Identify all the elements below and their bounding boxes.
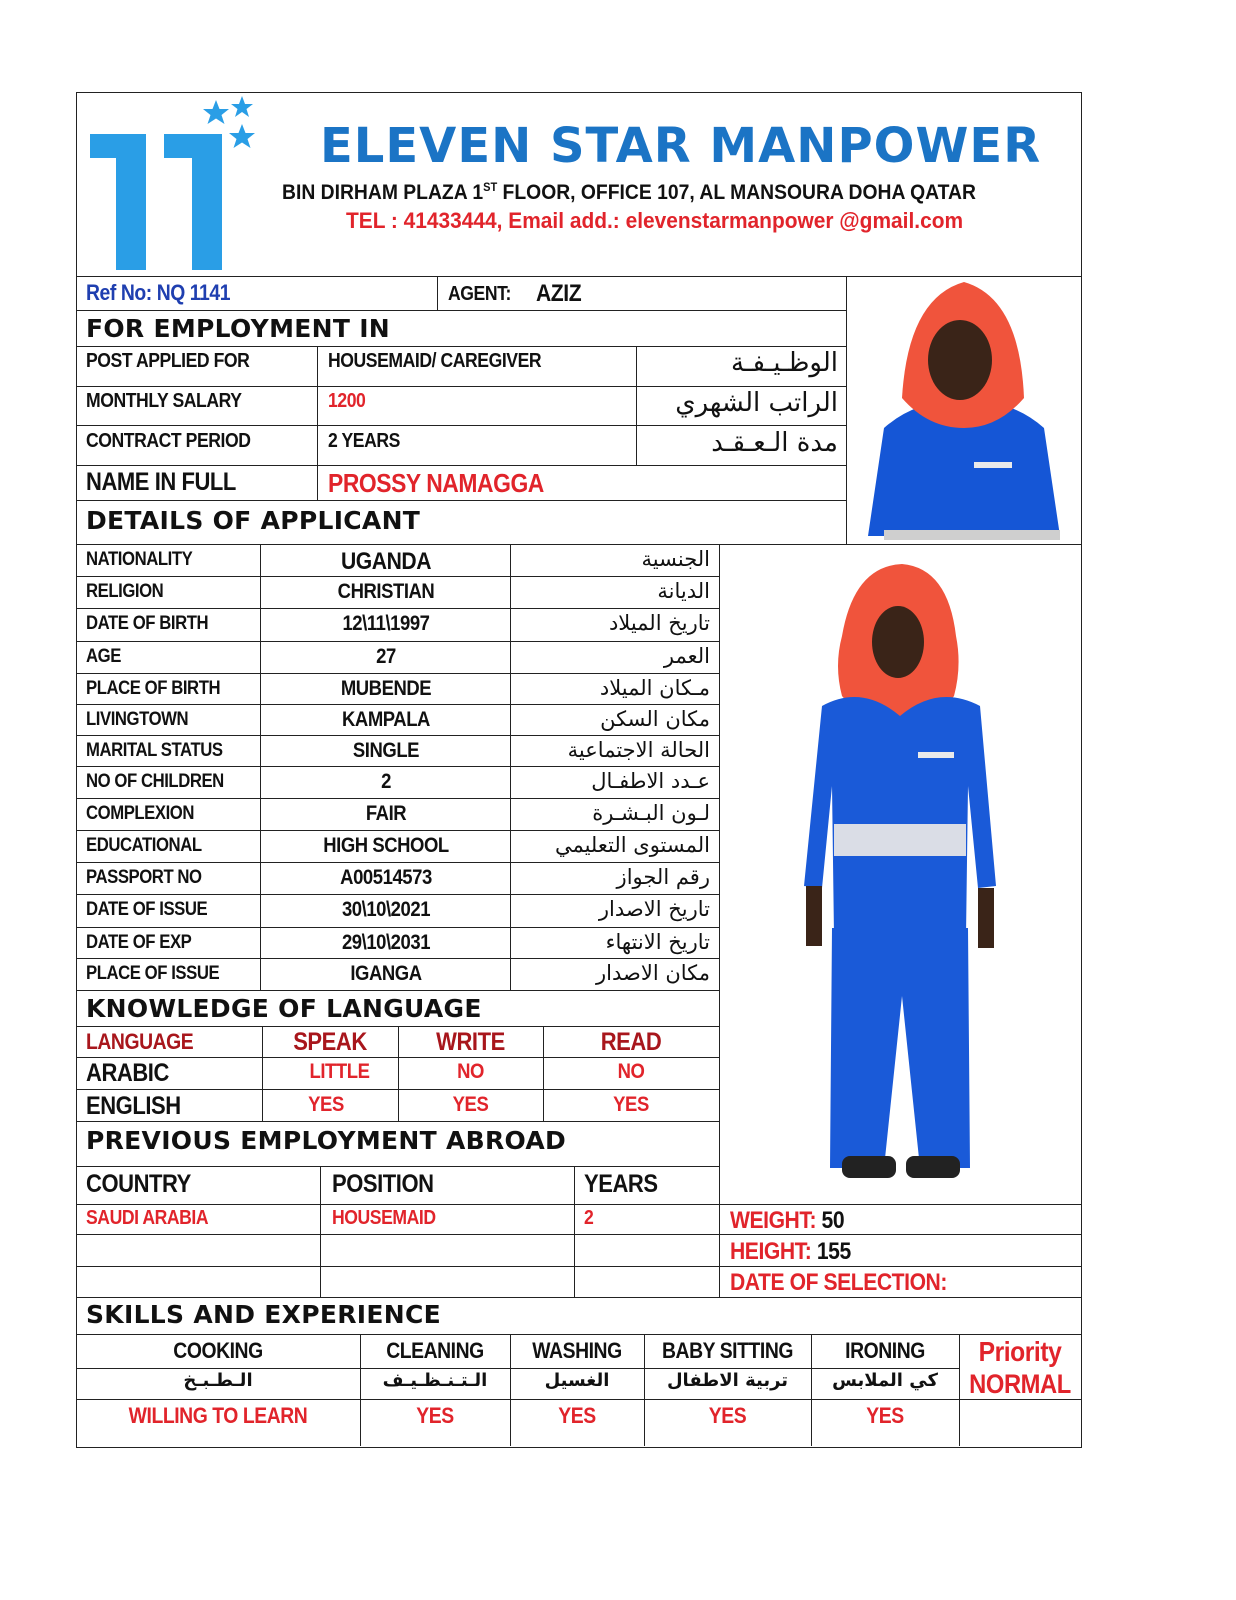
skill-arabic: كي الملابس	[832, 1370, 938, 1391]
prev-years-value: 2	[584, 1207, 594, 1229]
skill-value: WILLING TO LEARN	[128, 1403, 308, 1428]
prev-header-years: YEARS	[584, 1170, 658, 1198]
contract-label: CONTRACT PERIOD	[86, 430, 251, 452]
prev-position-value: HOUSEMAID	[332, 1207, 436, 1229]
company-logo	[86, 96, 261, 274]
skill-arabic: الـطـبـخ	[183, 1370, 253, 1391]
applicant-full-body-photo	[782, 556, 1018, 1206]
detail-value: HIGH SCHOOL	[323, 834, 449, 857]
lang-header-speak: SPEAK	[293, 1028, 367, 1056]
skill-value: YES	[416, 1403, 454, 1428]
applicant-portrait-photo	[848, 278, 1080, 544]
post-applied-value: HOUSEMAID/ CAREGIVER	[328, 350, 542, 372]
detail-label: DATE OF ISSUE	[86, 899, 208, 920]
lang-english-speak: YES	[308, 1093, 344, 1116]
detail-value: A00514573	[340, 866, 432, 889]
detail-label: NO OF CHILDREN	[86, 771, 224, 792]
detail-label: PLACE OF ISSUE	[86, 963, 220, 984]
salary-arabic: الراتب الشهري	[675, 388, 838, 418]
detail-arabic: الحالة الاجتماعية	[567, 738, 710, 762]
lang-english-write: YES	[452, 1093, 489, 1116]
detail-label: PLACE OF BIRTH	[86, 678, 221, 699]
skill-value: YES	[866, 1403, 904, 1428]
detail-value: CHRISTIAN	[337, 580, 435, 603]
contract-arabic: مدة الـعـقـد	[711, 428, 838, 458]
skill-arabic: الـتـنـظـيـف	[382, 1370, 488, 1391]
detail-label: PASSPORT NO	[86, 867, 202, 888]
weight-value: 50	[821, 1207, 845, 1234]
detail-label: EDUCATIONAL	[86, 835, 202, 856]
detail-arabic: مكان السكن	[600, 707, 710, 731]
detail-value: SINGLE	[352, 739, 420, 762]
skill-name: CLEANING	[386, 1338, 484, 1363]
address-part: BIN DIRHAM PLAZA 1	[282, 181, 484, 204]
section-title-skills: SKILLS AND EXPERIENCE	[86, 1300, 442, 1329]
address-part: FLOOR, OFFICE 107, AL MANSOURA DOHA QATAR	[497, 181, 976, 204]
detail-value: 29\10\2031	[341, 931, 431, 954]
detail-value: FAIR	[365, 802, 407, 825]
detail-arabic: الديانة	[657, 579, 710, 603]
detail-arabic: رقم الجواز	[616, 865, 710, 889]
skill-name: WASHING	[532, 1338, 622, 1363]
skill-value: YES	[708, 1403, 747, 1428]
lang-english-name: ENGLISH	[86, 1092, 181, 1120]
address-superscript: ST	[483, 180, 498, 194]
detail-label: NATIONALITY	[86, 549, 193, 570]
prev-country-value: SAUDI ARABIA	[86, 1207, 209, 1229]
detail-arabic: تاريخ الانتهاء	[605, 930, 710, 954]
section-title-details: DETAILS OF APPLICANT	[86, 506, 421, 535]
lang-arabic-name: ARABIC	[86, 1059, 169, 1087]
company-address	[282, 180, 976, 205]
detail-arabic: تاريخ الاصدار	[598, 897, 710, 921]
post-applied-arabic: الوظـيـفـة	[730, 348, 838, 378]
lang-arabic-speak: LITTLE	[309, 1060, 370, 1083]
ref-value: NQ 1141	[156, 280, 231, 305]
section-title-previous: PREVIOUS EMPLOYMENT ABROAD	[86, 1126, 567, 1155]
detail-arabic: المستوى التعليمي	[554, 833, 710, 857]
height-field	[730, 1238, 851, 1266]
detail-label: COMPLEXION	[86, 803, 195, 824]
skill-value: YES	[558, 1403, 596, 1428]
contract-value: 2 YEARS	[328, 430, 400, 452]
detail-label: DATE OF EXP	[86, 932, 192, 953]
detail-label: AGE	[86, 646, 121, 667]
post-applied-label: POST APPLIED FOR	[86, 350, 250, 372]
detail-value: 2	[381, 770, 391, 793]
logo-eleven-icon	[86, 96, 261, 274]
height-value: 155	[816, 1238, 851, 1265]
detail-arabic: تاريخ الميلاد	[608, 611, 710, 635]
lang-arabic-write: NO	[457, 1060, 484, 1083]
detail-arabic: مكان الاصدار	[596, 961, 710, 985]
skill-arabic: تربية الاطفال	[666, 1370, 789, 1391]
lang-header-language: LANGUAGE	[86, 1029, 194, 1054]
star-icon	[203, 100, 229, 124]
agent-value: AZIZ	[536, 280, 582, 307]
salary-value: 1200	[328, 390, 366, 412]
detail-value: UGANDA	[340, 548, 432, 575]
selection-date-label: DATE OF SELECTION:	[730, 1269, 947, 1296]
detail-value: MUBENDE	[340, 677, 432, 700]
detail-arabic: العمر	[663, 644, 710, 668]
lang-arabic-read: NO	[617, 1060, 645, 1083]
skill-name: IRONING	[845, 1338, 925, 1363]
prev-header-position: POSITION	[332, 1170, 434, 1198]
full-name-label: NAME IN FULL	[86, 468, 236, 496]
lang-header-write: WRITE	[436, 1028, 505, 1056]
detail-arabic: لـون البـشـرة	[592, 801, 710, 825]
detail-label: MARITAL STATUS	[86, 740, 223, 761]
section-title-employment: FOR EMPLOYMENT IN	[86, 314, 391, 343]
detail-value: IGANGA	[350, 962, 422, 985]
detail-arabic: الجنسية	[641, 547, 710, 571]
detail-label: RELIGION	[86, 581, 164, 602]
salary-label: MONTHLY SALARY	[86, 390, 242, 412]
weight-label: WEIGHT:	[730, 1207, 817, 1234]
detail-value: 12\11\1997	[342, 612, 430, 635]
company-name: ELEVEN STAR MANPOWER	[320, 118, 1042, 174]
height-label: HEIGHT:	[730, 1238, 812, 1265]
star-icon	[229, 124, 255, 148]
detail-arabic: مـكان الميلاد	[599, 676, 710, 700]
priority-label: Priority	[978, 1336, 1062, 1367]
lang-english-read: YES	[613, 1093, 649, 1116]
detail-value: 27	[376, 645, 396, 668]
skill-arabic: الغسيل	[544, 1370, 610, 1391]
company-contact: TEL : 41433444, Email add.: elevenstarmanpower @gmail.com	[346, 208, 964, 233]
lang-header-read: READ	[600, 1028, 662, 1056]
ref-number	[86, 280, 230, 306]
ref-label: Ref No:	[86, 280, 152, 305]
skill-name: BABY SITTING	[662, 1338, 793, 1363]
details-table	[76, 544, 720, 990]
star-icon	[231, 96, 253, 117]
agent-label: AGENT:	[448, 283, 511, 305]
full-name-value: PROSSY NAMAGGA	[328, 468, 544, 498]
prev-header-country: COUNTRY	[86, 1170, 191, 1198]
skill-name: COOKING	[173, 1338, 263, 1363]
detail-value: 30\10\2021	[341, 898, 431, 921]
detail-arabic: عـدد الاطفـال	[591, 769, 710, 793]
section-title-language: KNOWLEDGE OF LANGUAGE	[86, 994, 482, 1023]
detail-value: KAMPALA	[342, 708, 430, 731]
detail-label: LIVINGTOWN	[86, 709, 189, 730]
weight-field	[730, 1207, 844, 1235]
detail-label: DATE OF BIRTH	[86, 613, 209, 634]
priority-value: NORMAL	[969, 1369, 1071, 1399]
